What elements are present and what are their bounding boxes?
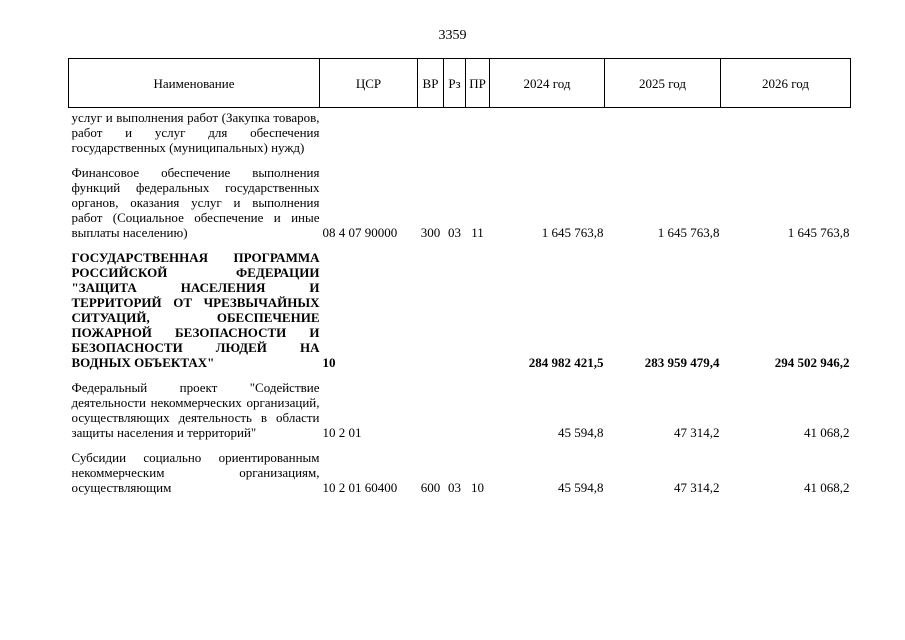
- row-2024: 45 594,8: [558, 480, 604, 495]
- row-vr: 300: [420, 225, 441, 240]
- row-2025: 1 645 763,8: [657, 225, 720, 240]
- row-name: Субсидии социально ориентированным некоммерческим организациям, осуществляющим: [71, 450, 320, 495]
- row-2025: [605, 108, 721, 156]
- header-2025: 2025 год: [605, 59, 721, 108]
- page-number: 3359: [438, 28, 467, 43]
- row-vr: 600: [420, 480, 441, 495]
- row-pr: [466, 240, 490, 370]
- header-vr: ВР: [418, 59, 444, 108]
- row-csr: [320, 108, 418, 156]
- row-2024: [490, 108, 605, 156]
- row-rz: [444, 240, 466, 370]
- row-csr: 08 4 07 90000: [322, 225, 398, 240]
- header-pr: ПР: [466, 59, 490, 108]
- row-rz: 03: [448, 480, 461, 495]
- row-2024: 284 982 421,5: [528, 355, 604, 370]
- row-2026: 41 068,2: [804, 425, 850, 440]
- row-name: Федеральный проект "Содействие деятельности некоммерческих организаций, осуществляющих деятельность в области защиты населения и территорий": [71, 380, 320, 440]
- row-2024: 45 594,8: [558, 425, 604, 440]
- row-pr: [466, 108, 490, 156]
- row-rz: [444, 108, 466, 156]
- row-csr: 10 2 01: [322, 425, 362, 440]
- row-csr: 10 2 01 60400: [322, 480, 398, 495]
- row-2025: 283 959 479,4: [644, 355, 720, 370]
- table-row: [69, 240, 851, 370]
- table-row: [69, 370, 851, 440]
- row-vr: [418, 108, 444, 156]
- row-vr: [418, 370, 444, 440]
- table-row: [69, 108, 851, 156]
- row-pr: 11: [471, 225, 484, 240]
- header-csr: ЦСР: [320, 59, 418, 108]
- header-2026: 2026 год: [721, 59, 851, 108]
- header-rz: Рз: [444, 59, 466, 108]
- row-2026: [721, 108, 851, 156]
- row-2026: 1 645 763,8: [787, 225, 850, 240]
- row-2026: 41 068,2: [804, 480, 850, 495]
- budget-table: [68, 58, 851, 495]
- table-row: [69, 155, 851, 240]
- row-rz: 03: [448, 225, 461, 240]
- row-csr: 10: [322, 355, 336, 370]
- table-row: [69, 440, 851, 495]
- row-2024: 1 645 763,8: [541, 225, 604, 240]
- row-rz: [444, 370, 466, 440]
- table-header-row: [69, 59, 851, 108]
- row-vr: [418, 240, 444, 370]
- row-pr: 10: [471, 480, 484, 495]
- row-name: услуг и выполнения работ (Закупка товаров, работ и услуг для обеспечения государственных (муниципальных) нужд): [71, 110, 320, 155]
- row-name: ГОСУДАРСТВЕННАЯ ПРОГРАММА РОССИЙСКОЙ ФЕДЕРАЦИИ "ЗАЩИТА НАСЕЛЕНИЯ И ТЕРРИТОРИЙ ОТ ЧРЕЗВЫЧАЙНЫХ СИТУАЦИЙ, ОБЕСПЕЧЕНИЕ ПОЖАРНОЙ БЕЗОПАСНОСТИ И БЕЗОПАСНОСТИ ЛЮДЕЙ НА ВОДНЫХ ОБЪЕКТАХ": [71, 250, 320, 370]
- row-pr: [466, 370, 490, 440]
- row-2026: 294 502 946,2: [774, 355, 850, 370]
- header-2024: 2024 год: [490, 59, 605, 108]
- header-name: Наименование: [69, 59, 320, 108]
- row-2025: 47 314,2: [674, 425, 720, 440]
- row-2025: 47 314,2: [674, 480, 720, 495]
- row-name: Финансовое обеспечение выполнения функций федеральных государственных органов, оказания услуг и выполнения работ (Социальное обеспечение и иные выплаты населению): [71, 165, 320, 240]
